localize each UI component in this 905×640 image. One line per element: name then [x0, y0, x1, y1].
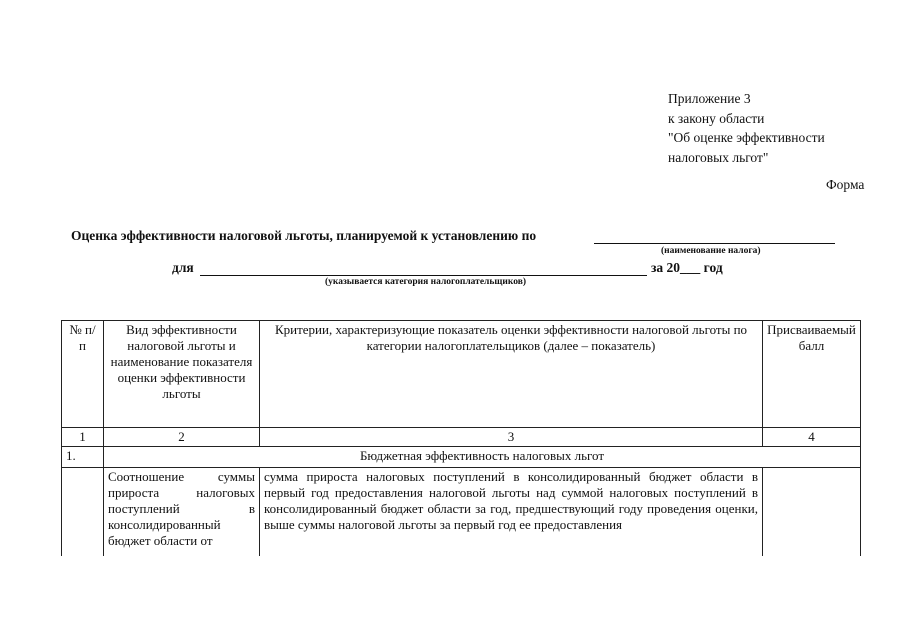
row-num-cell — [62, 468, 104, 556]
header-criteria: Критерии, характеризующие показатель оценки эффективности налоговой льготы по категории налогоплательщиков (далее – показатель) — [260, 321, 763, 428]
section-title: Бюджетная эффективность налоговых льгот — [104, 447, 861, 468]
form-label: Форма — [826, 177, 865, 192]
appendix-line-3: "Об оценке эффективности — [668, 130, 825, 145]
appendix-line-2: к закону области — [668, 110, 765, 126]
header-kind: Вид эффективности налоговой льготы и наименование показателя оценки эффективности льготы — [104, 321, 260, 428]
category-underline — [200, 275, 647, 276]
category-note: (указывается категория налогоплательщиков) — [325, 277, 527, 287]
header-score: Присваиваемый балл — [763, 321, 861, 428]
table-row — [62, 468, 861, 556]
header-num: № п/п — [62, 321, 104, 428]
criteria-cell: сумма прироста налоговых поступлений в консолидированный бюджет области в первый год предоставления налоговой льготы над суммой налоговых поступлений в консолидированный бюджет области за год, предшествующий году проведения оценки, выше суммы налоговой льготы за первый год ее предоставления — [260, 468, 763, 556]
score-cell — [763, 468, 861, 556]
year-label: за 20___ год — [651, 260, 723, 275]
appendix-line-1: Приложение 3 — [668, 91, 751, 106]
tax-name-underline — [594, 243, 835, 244]
tax-name-note: (наименование налога) — [661, 246, 761, 256]
table-header-row — [62, 321, 861, 428]
col-number-3: 3 — [260, 428, 763, 447]
col-number-2: 2 — [104, 428, 260, 447]
indicator-cell: Соотношение суммы прироста налоговых поступлений в консолидированный бюджет области от — [104, 468, 260, 556]
appendix-block — [668, 89, 825, 167]
section-num: 1. — [62, 447, 104, 468]
col-number-4: 4 — [763, 428, 861, 447]
document-title: Оценка эффективности налоговой льготы, планируемой к установлению по — [71, 228, 537, 243]
appendix-line-4: налоговых льгот" — [668, 149, 769, 165]
evaluation-table — [61, 320, 861, 556]
column-number-row — [62, 428, 861, 447]
for-label: для — [172, 260, 194, 275]
col-number-1: 1 — [62, 428, 104, 447]
section-row — [62, 447, 861, 468]
